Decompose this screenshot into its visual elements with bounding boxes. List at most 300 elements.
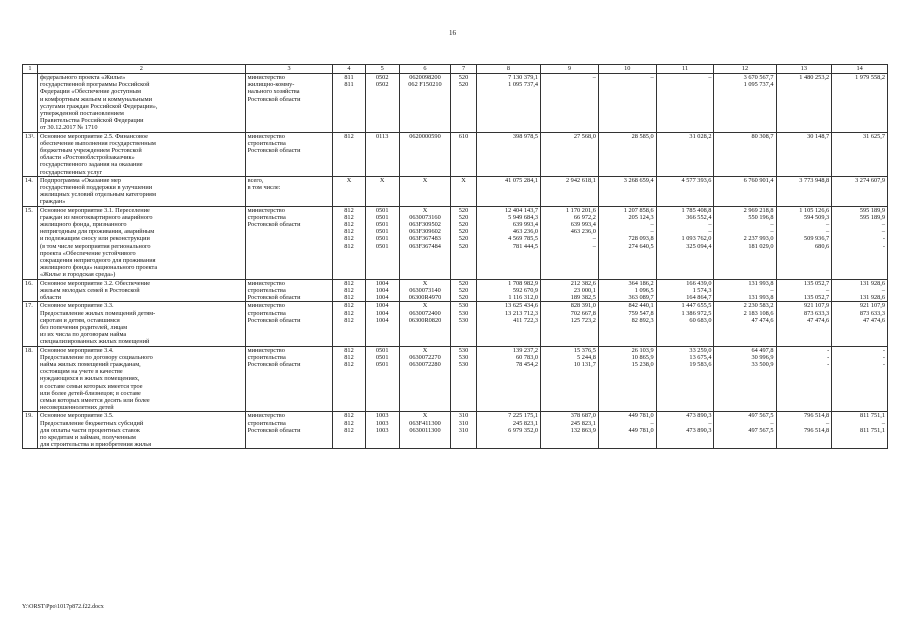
responsible-executor <box>245 279 333 302</box>
cell-line: 2 942 618,1 <box>565 176 596 184</box>
value-cell-col-4 <box>333 176 365 206</box>
value-cell-col-12 <box>714 279 776 302</box>
cell-line: 497 567,5 <box>748 426 774 434</box>
cell-line: нального хозяйства <box>247 88 300 96</box>
value-cell-col-5 <box>365 412 399 449</box>
value-cell-col-7 <box>451 279 477 302</box>
responsible-executor <box>245 132 333 176</box>
cell-line: 1 708 982,9 <box>508 279 539 287</box>
value-cell-col-10 <box>598 302 656 346</box>
cell-line: 06300R0820 <box>408 316 442 324</box>
cell-line: жилищного фонда» национального проекта <box>39 264 158 272</box>
value-cell-col-11 <box>656 176 714 206</box>
value-cell-col-12 <box>714 132 776 176</box>
cell-line: 33 259,0 <box>689 346 712 354</box>
cell-line: 1 116 312,0 <box>508 294 539 302</box>
cell-line: - <box>827 346 830 354</box>
cell-line: 125 723,2 <box>570 316 596 324</box>
cell-line: Основное мероприятие 3.5. <box>39 412 114 420</box>
cell-line: 0620000590 <box>409 132 441 140</box>
value-cell-col-11 <box>656 206 714 279</box>
cell-line: 135 052,7 <box>804 294 830 302</box>
column-header: 11 <box>656 65 714 74</box>
value-cell-col-12 <box>714 176 776 206</box>
cell-line: 1 096,5 <box>634 286 654 294</box>
cell-line: Правительства Российской Федерации <box>39 117 144 125</box>
value-cell-col-11 <box>656 74 714 133</box>
cell-line: 28 585,0 <box>631 132 654 140</box>
cell-line: 0630072400 <box>409 309 441 317</box>
cell-line: 1003 <box>375 419 389 427</box>
cell-line: 842 440,1 <box>628 302 654 310</box>
cell-line: Подпрограмма «Оказание мер <box>39 176 121 184</box>
header-row <box>23 65 888 74</box>
value-cell-col-10 <box>598 176 656 206</box>
value-cell-col-7 <box>451 132 477 176</box>
cell-line: 164 864,7 <box>686 294 712 302</box>
cell-line: и комфортным жильем и коммунальными <box>39 95 152 103</box>
cell-line: 592 670,9 <box>512 286 539 294</box>
value-cell-col-14 <box>832 206 888 279</box>
value-cell-col-4 <box>333 74 365 133</box>
table-row <box>23 132 888 176</box>
cell-line: 449 781,0 <box>628 426 654 434</box>
value-cell-col-8 <box>476 279 540 302</box>
cell-line: нуждающихся в жилых помещениях, <box>39 375 140 383</box>
cell-line: – <box>592 235 596 243</box>
cell-line: строительства <box>247 419 286 427</box>
cell-line: – <box>650 74 654 81</box>
cell-line: 1 480 253,2 <box>799 74 830 81</box>
cell-line: из их числа по договорам найма <box>39 331 127 339</box>
responsible-executor <box>245 412 333 449</box>
cell-line: 530 <box>458 346 469 354</box>
cell-line: в составе семьи которых имеется трое <box>39 382 143 390</box>
value-cell-col-9 <box>541 132 599 176</box>
cell-line: 31 625,7 <box>862 132 885 140</box>
cell-line: проекта «Обеспечение устойчивого <box>39 249 136 257</box>
cell-line: 0501 <box>375 206 389 214</box>
cell-line: – <box>770 286 774 294</box>
cell-line: 0501 <box>375 353 389 361</box>
cell-line: (в том числе мероприятия регионального <box>39 242 151 250</box>
column-header: 6 <box>399 65 450 74</box>
table-row <box>23 176 888 206</box>
cell-line: 811 751,1 <box>860 412 885 420</box>
cell-line: 1 095 737,4 <box>743 81 774 89</box>
value-cell-col-14 <box>832 279 888 302</box>
cell-line: 520 <box>458 242 469 250</box>
cell-line: Основное мероприятие 3.2. Обеспечение <box>39 279 151 287</box>
value-cell-col-12 <box>714 302 776 346</box>
cell-line: – <box>826 228 830 236</box>
cell-line: 1 574,3 <box>692 286 712 294</box>
cell-line: 33 500,9 <box>751 360 774 368</box>
column-header: 3 <box>245 65 333 74</box>
cell-line: министерство <box>247 74 285 81</box>
cell-line: Ростовской области <box>247 294 301 302</box>
cell-line: – <box>881 286 885 294</box>
cell-line: 1003 <box>375 426 389 434</box>
cell-line: министерство <box>247 346 285 354</box>
cell-line: 1 095 737,4 <box>508 81 539 89</box>
value-cell-col-5 <box>365 279 399 302</box>
cell-line <box>779 81 830 88</box>
cell-line: X <box>346 176 352 184</box>
cell-line: услугами граждан Российской Федерации», <box>39 102 158 110</box>
value-cell-col-13 <box>776 74 832 133</box>
cell-line: - <box>882 346 885 354</box>
cell-line: 310 <box>458 426 469 434</box>
cell-line: жилищного фонда, признанного <box>39 221 127 229</box>
cell-line: 26 103,9 <box>631 346 654 354</box>
cell-line: без попечения родителей, лицам <box>39 323 128 331</box>
cell-line: 812 <box>344 419 354 427</box>
value-cell-col-10 <box>598 346 656 412</box>
column-header: 13 <box>776 65 832 74</box>
cell-line: - <box>827 360 830 368</box>
cell-line: – <box>826 286 830 294</box>
column-header: 8 <box>476 65 540 74</box>
cell-line: 530 <box>458 353 469 361</box>
value-cell-col-8 <box>476 302 540 346</box>
value-cell-col-8 <box>476 206 540 279</box>
cell-line: 245 823,1 <box>570 419 596 427</box>
row-number: 19. <box>23 412 38 449</box>
cell-line: 131 993,8 <box>748 294 774 302</box>
cell-line: 530 <box>458 360 469 368</box>
value-cell-col-14 <box>832 412 888 449</box>
value-cell-col-10 <box>598 132 656 176</box>
cell-line: утвержденной постановлением <box>39 110 124 118</box>
cell-line: – <box>881 419 885 427</box>
value-cell-col-6 <box>399 132 450 176</box>
cell-line: 1 785 408,8 <box>681 206 712 214</box>
cell-line: 5 244,8 <box>576 353 596 361</box>
cell-line: 131 928,6 <box>859 279 885 287</box>
value-cell-col-9 <box>541 206 599 279</box>
cell-line: 812 <box>344 221 354 229</box>
cell-line: 921 107,9 <box>804 302 830 310</box>
cell-line: 520 <box>458 81 469 89</box>
cell-line: X <box>422 302 428 310</box>
value-cell-col-4 <box>333 132 365 176</box>
cell-line: 3 274 607,9 <box>855 176 885 184</box>
value-cell-col-14 <box>832 176 888 206</box>
cell-line: X <box>422 346 428 354</box>
cell-line: сиротам и детям, оставшимся <box>39 316 120 324</box>
value-cell-col-4 <box>333 206 365 279</box>
table-body <box>23 74 888 449</box>
table-row <box>23 302 888 346</box>
cell-line: – <box>708 221 712 229</box>
cell-line: 47 474,6 <box>751 316 774 324</box>
cell-line: 811 751,1 <box>860 426 885 434</box>
cell-line: 15 238,0 <box>631 360 654 368</box>
cell-line: 610 <box>458 132 469 140</box>
cell-line: 473 890,3 <box>686 412 712 420</box>
responsible-executor <box>245 206 333 279</box>
cell-line: 812 <box>344 235 354 243</box>
cell-line: 063F411300 <box>409 419 441 427</box>
measure-name <box>37 132 245 176</box>
cell-line: 520 <box>458 294 469 302</box>
cell-line: от 30.12.2017 № 1710 <box>39 124 98 132</box>
cell-line: - <box>882 360 885 368</box>
value-cell-col-7 <box>451 176 477 206</box>
cell-line: найма жилых помещений гражданам, <box>39 360 141 368</box>
cell-line: 398 978,5 <box>512 132 539 140</box>
value-cell-col-5 <box>365 176 399 206</box>
cell-line: 0501 <box>375 213 389 221</box>
cell-line: 509 936,7 <box>804 235 830 243</box>
cell-line: 520 <box>458 279 469 287</box>
value-cell-col-12 <box>714 346 776 412</box>
cell-line: 828 391,0 <box>570 302 596 310</box>
value-cell-col-6 <box>399 302 450 346</box>
cell-line: 497 567,5 <box>748 412 774 420</box>
cell-line: строительства <box>247 353 286 361</box>
cell-line: - <box>882 235 885 243</box>
cell-line: 310 <box>458 412 469 420</box>
cell-line: Ростовской области <box>247 95 301 103</box>
value-cell-col-6 <box>399 279 450 302</box>
cell-line: 062 F150210 <box>408 81 442 89</box>
cell-line: 0630073160 <box>409 213 441 221</box>
cell-line: 4 569 785,5 <box>508 235 539 243</box>
cell-line: 0630073140 <box>409 286 441 294</box>
cell-line: несовершеннолетних детей <box>39 404 114 412</box>
cell-line <box>601 81 654 88</box>
cell-line: 19 583,6 <box>689 360 712 368</box>
cell-line: 7 130 379,1 <box>508 74 539 81</box>
cell-line: Основное мероприятие 2.5. Финансовое <box>39 132 148 140</box>
cell-line: государственной поддержки в улучшении <box>39 184 153 192</box>
cell-line: 10 865,9 <box>631 353 654 361</box>
cell-line: Предоставление по договору социального <box>39 353 153 361</box>
column-header: 2 <box>37 65 245 74</box>
cell-line: 0113 <box>375 132 389 140</box>
cell-line: 520 <box>458 74 469 81</box>
cell-line: 78 454,2 <box>516 360 539 368</box>
cell-line: 812 <box>344 132 354 140</box>
cell-line: 811 <box>344 74 354 81</box>
cell-line: 812 <box>344 316 354 324</box>
cell-line: 812 <box>344 213 354 221</box>
cell-line: – <box>826 221 830 229</box>
value-cell-col-13 <box>776 132 832 176</box>
cell-line: – <box>708 74 712 81</box>
cell-line: 366 552,4 <box>686 213 712 221</box>
cell-line: 1 386 972,5 <box>681 309 712 317</box>
cell-line: государственных услуг <box>39 168 103 176</box>
cell-line: обеспечение выполнения государственным <box>39 139 156 147</box>
value-cell-col-14 <box>832 132 888 176</box>
cell-line: Федерации «Обеспечение доступным <box>39 88 142 96</box>
cell-line: 5 949 684,3 <box>508 213 539 221</box>
value-cell-col-12 <box>714 412 776 449</box>
cell-line: 0501 <box>375 228 389 236</box>
cell-line: 1 170 201,6 <box>565 206 596 214</box>
table-row <box>23 74 888 133</box>
cell-line: 702 667,8 <box>570 309 596 317</box>
cell-line: 812 <box>344 302 354 310</box>
cell-line: 7 225 175,1 <box>508 412 539 420</box>
cell-line: Основное мероприятие 3.4. <box>39 346 114 354</box>
value-cell-col-4 <box>333 412 365 449</box>
cell-line: 378 687,0 <box>570 412 596 420</box>
cell-line: 680,6 <box>815 242 830 250</box>
cell-line: Ростовской области <box>247 426 301 434</box>
cell-line: Ростовской области <box>247 316 301 324</box>
responsible-executor <box>245 346 333 412</box>
cell-line: 530 <box>458 309 469 317</box>
cell-line: 781 444,5 <box>512 242 539 250</box>
value-cell-col-6 <box>399 412 450 449</box>
measure-name <box>37 176 245 206</box>
cell-line: 189 382,5 <box>570 294 596 302</box>
cell-line: 811 <box>344 81 354 89</box>
column-header: 7 <box>451 65 477 74</box>
value-cell-col-4 <box>333 302 365 346</box>
cell-line: 759 547,8 <box>628 309 654 317</box>
cell-line: – <box>708 228 712 236</box>
value-cell-col-6 <box>399 346 450 412</box>
cell-line: 1004 <box>375 302 389 310</box>
cell-line: 0501 <box>375 346 389 354</box>
cell-line: Ростовской области <box>247 221 301 229</box>
table-row <box>23 346 888 412</box>
cell-line: 41 075 284,1 <box>505 176 539 184</box>
value-cell-col-13 <box>776 206 832 279</box>
table-row <box>23 412 888 449</box>
cell-line: 812 <box>344 426 354 434</box>
cell-line: X <box>379 176 385 184</box>
value-cell-col-8 <box>476 346 540 412</box>
value-cell-col-7 <box>451 302 477 346</box>
cell-line: 728 093,8 <box>628 235 654 243</box>
cell-line: 30 996,9 <box>751 353 774 361</box>
file-path-footer: Y:\ORST\Ppo\1017p872.f22.docx <box>22 604 104 610</box>
cell-line: 1004 <box>375 309 389 317</box>
cell-line: X <box>422 279 428 287</box>
value-cell-col-11 <box>656 302 714 346</box>
cell-line: 520 <box>458 228 469 236</box>
value-cell-col-6 <box>399 206 450 279</box>
value-cell-col-11 <box>656 412 714 449</box>
cell-line: 520 <box>458 213 469 221</box>
cell-line: 1003 <box>375 412 389 420</box>
cell-line: 873 633,3 <box>859 309 885 317</box>
cell-line: 796 514,8 <box>804 426 830 434</box>
cell-line: министерство <box>247 206 285 214</box>
cell-line: – <box>592 74 596 81</box>
cell-line: специализированных жилых помещений <box>39 338 150 346</box>
cell-line: 0502 <box>375 74 389 81</box>
cell-line: 812 <box>344 353 354 361</box>
cell-line: 1 447 655,5 <box>681 302 712 310</box>
value-cell-col-13 <box>776 412 832 449</box>
value-cell-col-9 <box>541 176 599 206</box>
measure-name <box>37 74 245 133</box>
cell-line: 212 382,6 <box>570 279 596 287</box>
cell-line: 639 993,4 <box>570 221 596 229</box>
cell-line: 520 <box>458 235 469 243</box>
cell-line: 2 969 218,8 <box>743 206 774 214</box>
value-cell-col-4 <box>333 279 365 302</box>
cell-line: жилищных условий отдельным категориям <box>39 191 156 199</box>
cell-line: 60 683,0 <box>689 316 712 324</box>
cell-line: 1004 <box>375 316 389 324</box>
value-cell-col-9 <box>541 302 599 346</box>
cell-line: области <box>39 294 62 302</box>
cell-line: 60 783,0 <box>516 353 539 361</box>
cell-line: 2 237 993,0 <box>743 235 774 243</box>
value-cell-col-10 <box>598 412 656 449</box>
cell-line: 363 089,7 <box>628 294 654 302</box>
cell-line: 0501 <box>375 360 389 368</box>
cell-line: 4 577 393,6 <box>681 176 712 184</box>
cell-line: 80 308,7 <box>751 132 774 140</box>
cell-line: 520 <box>458 286 469 294</box>
value-cell-col-10 <box>598 74 656 133</box>
column-header: 10 <box>598 65 656 74</box>
cell-line: Предоставление бюджетных субсидий <box>39 419 144 427</box>
cell-line: 063F309502 <box>409 221 441 229</box>
value-cell-col-14 <box>832 74 888 133</box>
cell-line: государственной программы Российской <box>39 81 150 89</box>
cell-line: 10 131,7 <box>573 360 596 368</box>
cell-line: 812 <box>344 228 354 236</box>
cell-line: в том числе: <box>247 184 281 192</box>
cell-line: – <box>708 419 712 427</box>
cell-line: 594 509,3 <box>804 213 830 221</box>
responsible-executor <box>245 302 333 346</box>
column-header: 9 <box>541 65 599 74</box>
cell-line: X <box>422 206 428 214</box>
cell-line: 2 230 583,2 <box>743 302 774 310</box>
cell-line: строительства <box>247 286 286 294</box>
cell-line: министерство <box>247 302 285 310</box>
cell-line: 550 196,8 <box>748 213 774 221</box>
value-cell-col-5 <box>365 346 399 412</box>
cell-line: X <box>422 412 428 420</box>
column-header: 12 <box>714 65 776 74</box>
value-cell-col-11 <box>656 132 714 176</box>
value-cell-col-13 <box>776 279 832 302</box>
value-cell-col-7 <box>451 206 477 279</box>
cell-line: 595 189,9 <box>859 213 885 221</box>
cell-line: всего, <box>247 176 264 184</box>
cell-line: 06300R4970 <box>408 294 442 302</box>
column-header: 1 <box>23 65 38 74</box>
cell-line: Ростовской области <box>247 360 301 368</box>
value-cell-col-5 <box>365 74 399 133</box>
row-number <box>23 74 38 133</box>
cell-line: 27 568,0 <box>573 132 596 140</box>
cell-line: 47 474,6 <box>807 316 830 324</box>
cell-line: 1004 <box>375 294 389 302</box>
cell-line: 82 892,3 <box>631 316 654 324</box>
cell-line: 135 052,7 <box>804 279 830 287</box>
value-cell-col-13 <box>776 302 832 346</box>
page-number: 16 <box>449 29 456 37</box>
cell-line: 463 236,0 <box>512 228 539 236</box>
cell-line: 2 183 108,6 <box>743 309 774 317</box>
cell-line: Предоставление жилых помещений детям- <box>39 309 156 317</box>
cell-line: 274 640,5 <box>628 242 654 250</box>
cell-line: 205 124,3 <box>628 213 654 221</box>
